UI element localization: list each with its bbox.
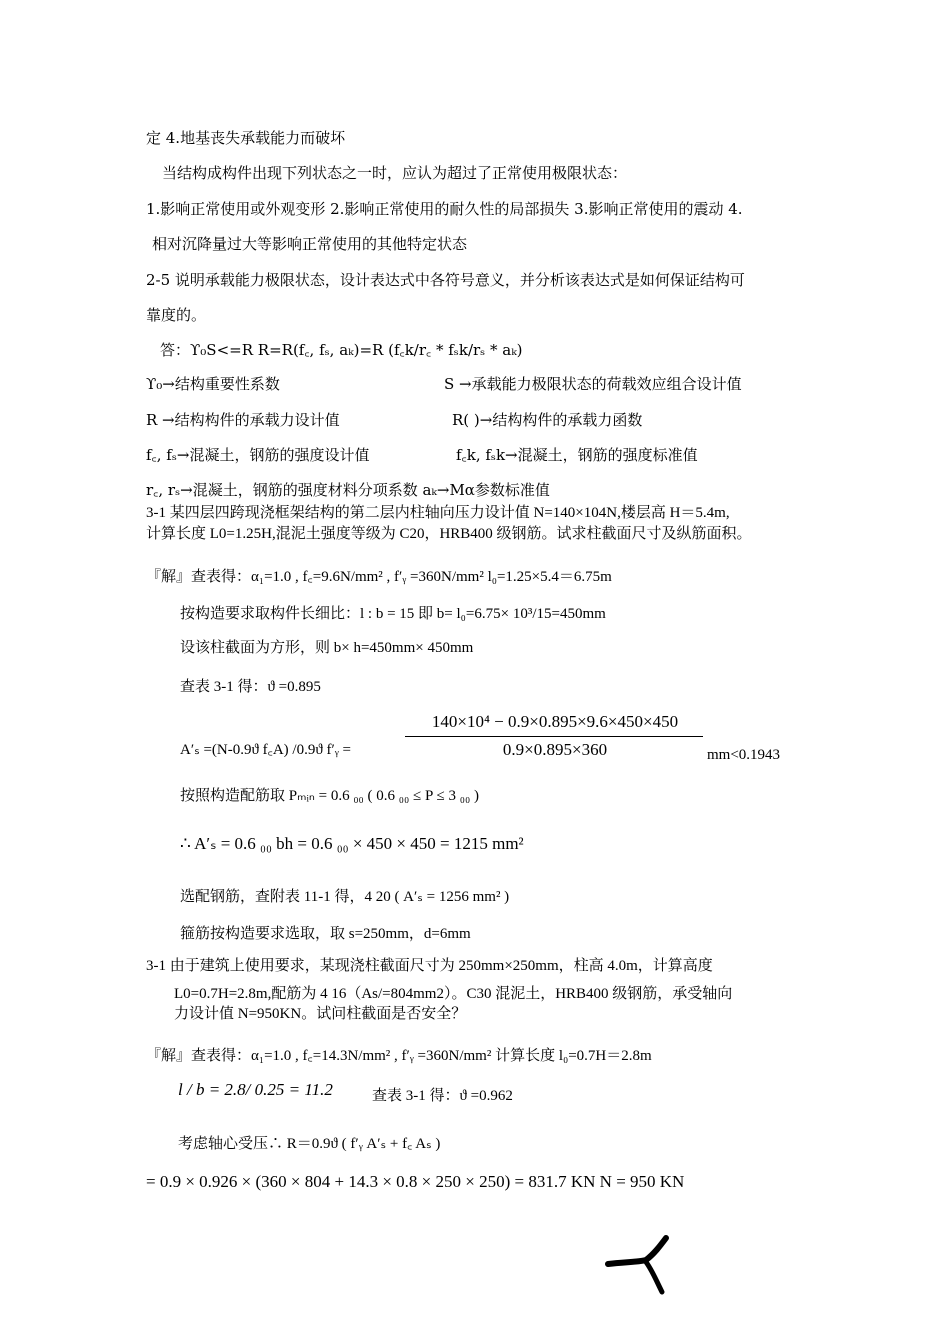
formula-line: A′ₛ =(N-0.9ϑ f꜀A) /0.9ϑ f′ᵧ = <box>180 742 351 758</box>
text-line: R →结构构件的承载力设计值 <box>146 411 340 429</box>
text-line: 箍筋按构造要求选取，取 s=250mm，d=6mm <box>180 926 471 942</box>
formula-line: 答：ϒ₀S<=R R=R(f꜀, fₛ, aₖ)=R (f꜀k/r꜀ * fₛk/rₛ * aₖ) <box>160 341 523 359</box>
text-line: 查表 3-1 得：ϑ =0.895 <box>180 679 321 695</box>
text-line: 1.影响正常使用或外观变形 2.影响正常使用的耐久性的局部损失 3.影响正常使用的震动 4. <box>146 200 743 218</box>
text-line: 设该柱截面为方形，则 b× h=450mm× 450mm <box>180 640 474 656</box>
text-line: 定 4.地基丧失承载能力而破坏 <box>146 129 346 147</box>
formula-line: 考虑轴心受压∴ R＝0.9ϑ ( f′ᵧ A′ₛ + f꜀ Aₛ ) <box>178 1136 441 1152</box>
text-line: R( )→结构构件的承载力函数 <box>452 411 643 429</box>
text-line: 3-1 由于建筑上使用要求，某现浇柱截面尺寸为 250mm×250mm，柱高 4.0m，计算高度 <box>146 958 713 974</box>
formula-line: 『解』查表得：α₁=1.0 , f꜀=9.6N/mm² , f′ᵧ =360N/mm² l₀=1.25×5.4＝6.75m <box>146 569 612 585</box>
text-line: 力设计值 N=950KN。试问柱截面是否安全？ <box>174 1006 467 1022</box>
text-line: ϒ₀→结构重要性系数 <box>146 375 280 393</box>
text-line: S →承载能力极限状态的荷载效应组合设计值 <box>444 375 742 393</box>
text-line: 选配钢筋，查附表 11-1 得，4 20 ( A′ₛ = 1256 mm² ) <box>180 889 510 905</box>
text-line: 查表 3-1 得：ϑ =0.962 <box>372 1088 513 1104</box>
text-line: 3-1 某四层四跨现浇框架结构的第二层内柱轴向压力设计值 N=140×104N,楼层高 H＝5.4m, <box>146 505 730 521</box>
handwritten-mark <box>604 1232 674 1298</box>
text-line: 计算长度 L0=1.25H,混泥土强度等级为 C20，HRB400 级钢筋。试求柱截面尺寸及纵筋面积。 <box>146 526 752 542</box>
text-line: 相对沉降量过大等影响正常使用的其他特定状态 <box>152 235 468 253</box>
text-line: L0=0.7H=2.8m,配筋为 4 16（As/=804mm2）。C30 混泥土，HRB400 级钢筋，承受轴向 <box>174 986 733 1002</box>
text-line: 2-5 说明承载能力极限状态，设计表达式中各符号意义，并分析该表达式是如何保证结构可 <box>146 271 745 289</box>
text-line: f꜀k, fₛk→混凝土，钢筋的强度标准值 <box>456 446 698 464</box>
fraction-numerator: 140×10⁴ − 0.9×0.895×9.6×450×450 <box>431 712 679 731</box>
text-line: 靠度的。 <box>146 306 207 324</box>
fraction-denominator: 0.9×0.895×360 <box>502 740 608 759</box>
formula-line: ∴ A′ₛ = 0.6 ₀₀ bh = 0.6 ₀₀ × 450 × 450 = 1215 mm² <box>180 834 524 853</box>
text-line: 当结构成构件出现下列状态之一时，应认为超过了正常使用极限状态： <box>162 164 628 182</box>
text-line: f꜀, fₛ→混凝土，钢筋的强度设计值 <box>146 446 370 464</box>
text-line: mm<0.1943 <box>707 747 781 763</box>
formula-line: 『解』查表得：α₁=1.0 , f꜀=14.3N/mm² , f′ᵧ =360N/mm² 计算长度 l₀=0.7H＝2.8m <box>146 1048 652 1064</box>
text-line: r꜀, rₛ→混凝土，钢筋的强度材料分项系数 aₖ→Mα参数标准值 <box>146 481 550 499</box>
formula-line: = 0.9 × 0.926 × (360 × 804 + 14.3 × 0.8 × 250 × 250) = 831.7 KN N = 950 KN <box>146 1172 685 1191</box>
formula-line: l / b = 2.8/ 0.25 = 11.2 <box>178 1080 333 1099</box>
formula-line: 按构造要求取构件长细比：l : b = 15 即 b= l₀=6.75× 10³/15=450mm <box>180 606 606 622</box>
fraction-bar <box>405 736 703 737</box>
formula-line: 按照构造配筋取 Pₘᵢₙ = 0.6 ₀₀ ( 0.6 ₀₀ ≤ P ≤ 3 ₀₀ ) <box>180 788 479 804</box>
